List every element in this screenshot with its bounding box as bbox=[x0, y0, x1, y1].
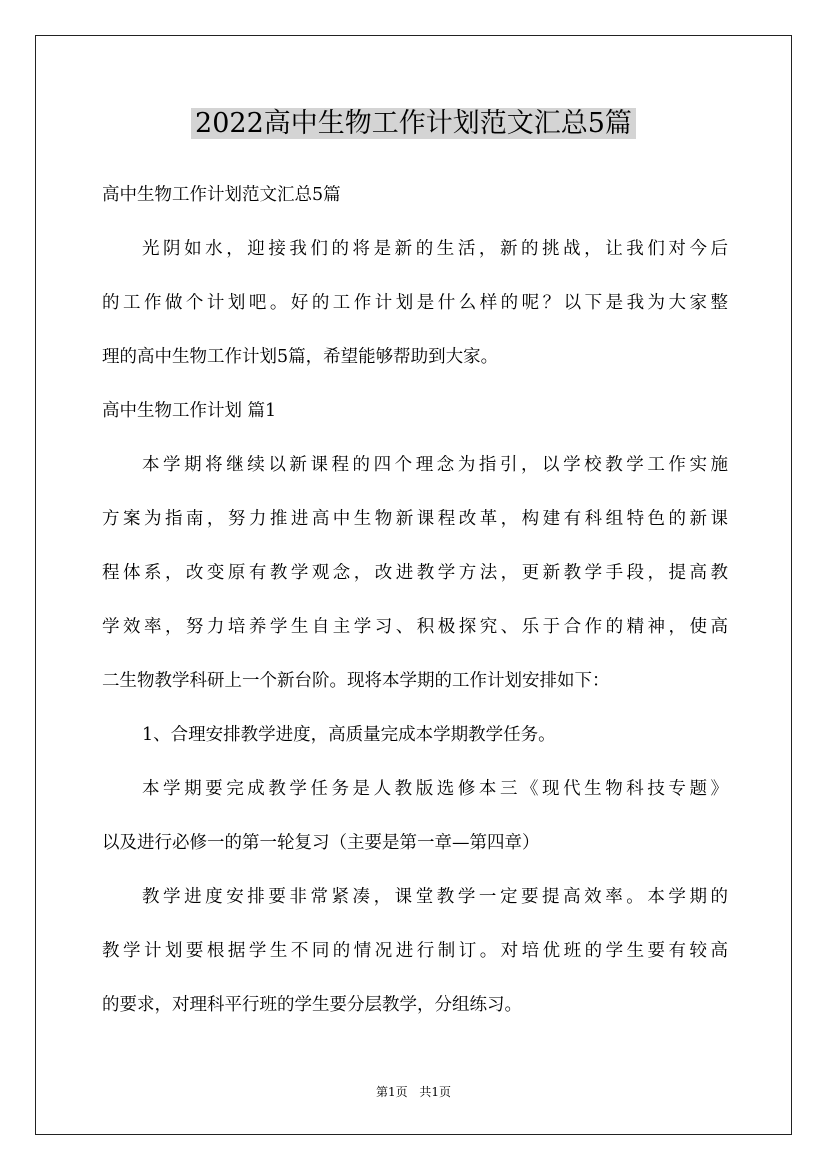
intro-line: 的工作做个计划吧。好的工作计划是什么样的呢？以下是我为大家整 bbox=[102, 293, 728, 313]
page-number-current: 第1页 bbox=[375, 1085, 408, 1099]
document-body bbox=[102, 176, 728, 1024]
section-heading: 高中生物工作计划 篇1 bbox=[102, 401, 277, 421]
paragraph-line: 教学进度安排要非常紧凑，课堂教学一定要提高效率。本学期的 bbox=[142, 887, 728, 907]
paragraph-line: 的要求，对理科平行班的学生要分层教学，分组练习。 bbox=[102, 995, 522, 1015]
paragraph-line: 方案为指南，努力推进高中生物新课程改革，构建有科组特色的新课 bbox=[102, 509, 728, 529]
document-title-text: 2022高中生物工作计划范文汇总5篇 bbox=[191, 108, 636, 139]
paragraph-line: 程体系，改变原有教学观念，改进教学方法，更新教学手段，提高教 bbox=[102, 563, 728, 583]
paragraph-line: 二生物教学科研上一个新台阶。现将本学期的工作计划安排如下： bbox=[102, 671, 610, 691]
page-number-total: 共1页 bbox=[419, 1085, 452, 1099]
paragraph-line: 学效率，努力培养学生自主学习、积极探究、乐于合作的精神，使高 bbox=[102, 617, 728, 637]
document-title bbox=[0, 102, 827, 146]
intro-line: 光阴如水，迎接我们的将是新的生活，新的挑战，让我们对今后 bbox=[142, 239, 728, 259]
paragraph-line: 以及进行必修一的第一轮复习（主要是第一章—第四章） bbox=[102, 833, 540, 853]
list-item: 1、合理安排教学进度，高质量完成本学期教学任务。 bbox=[142, 725, 556, 745]
paragraph-line: 本学期要完成教学任务是人教版选修本三《现代生物科技专题》 bbox=[142, 779, 728, 799]
paragraph-line: 本学期将继续以新课程的四个理念为指引，以学校教学工作实施 bbox=[142, 455, 728, 475]
page-footer bbox=[0, 1083, 827, 1100]
paragraph-line: 教学计划要根据学生不同的情况进行制订。对培优班的学生要有较高 bbox=[102, 941, 728, 961]
subtitle: 高中生物工作计划范文汇总5篇 bbox=[102, 185, 341, 205]
intro-line: 理的高中生物工作计划5篇，希望能够帮助到大家。 bbox=[102, 347, 499, 367]
